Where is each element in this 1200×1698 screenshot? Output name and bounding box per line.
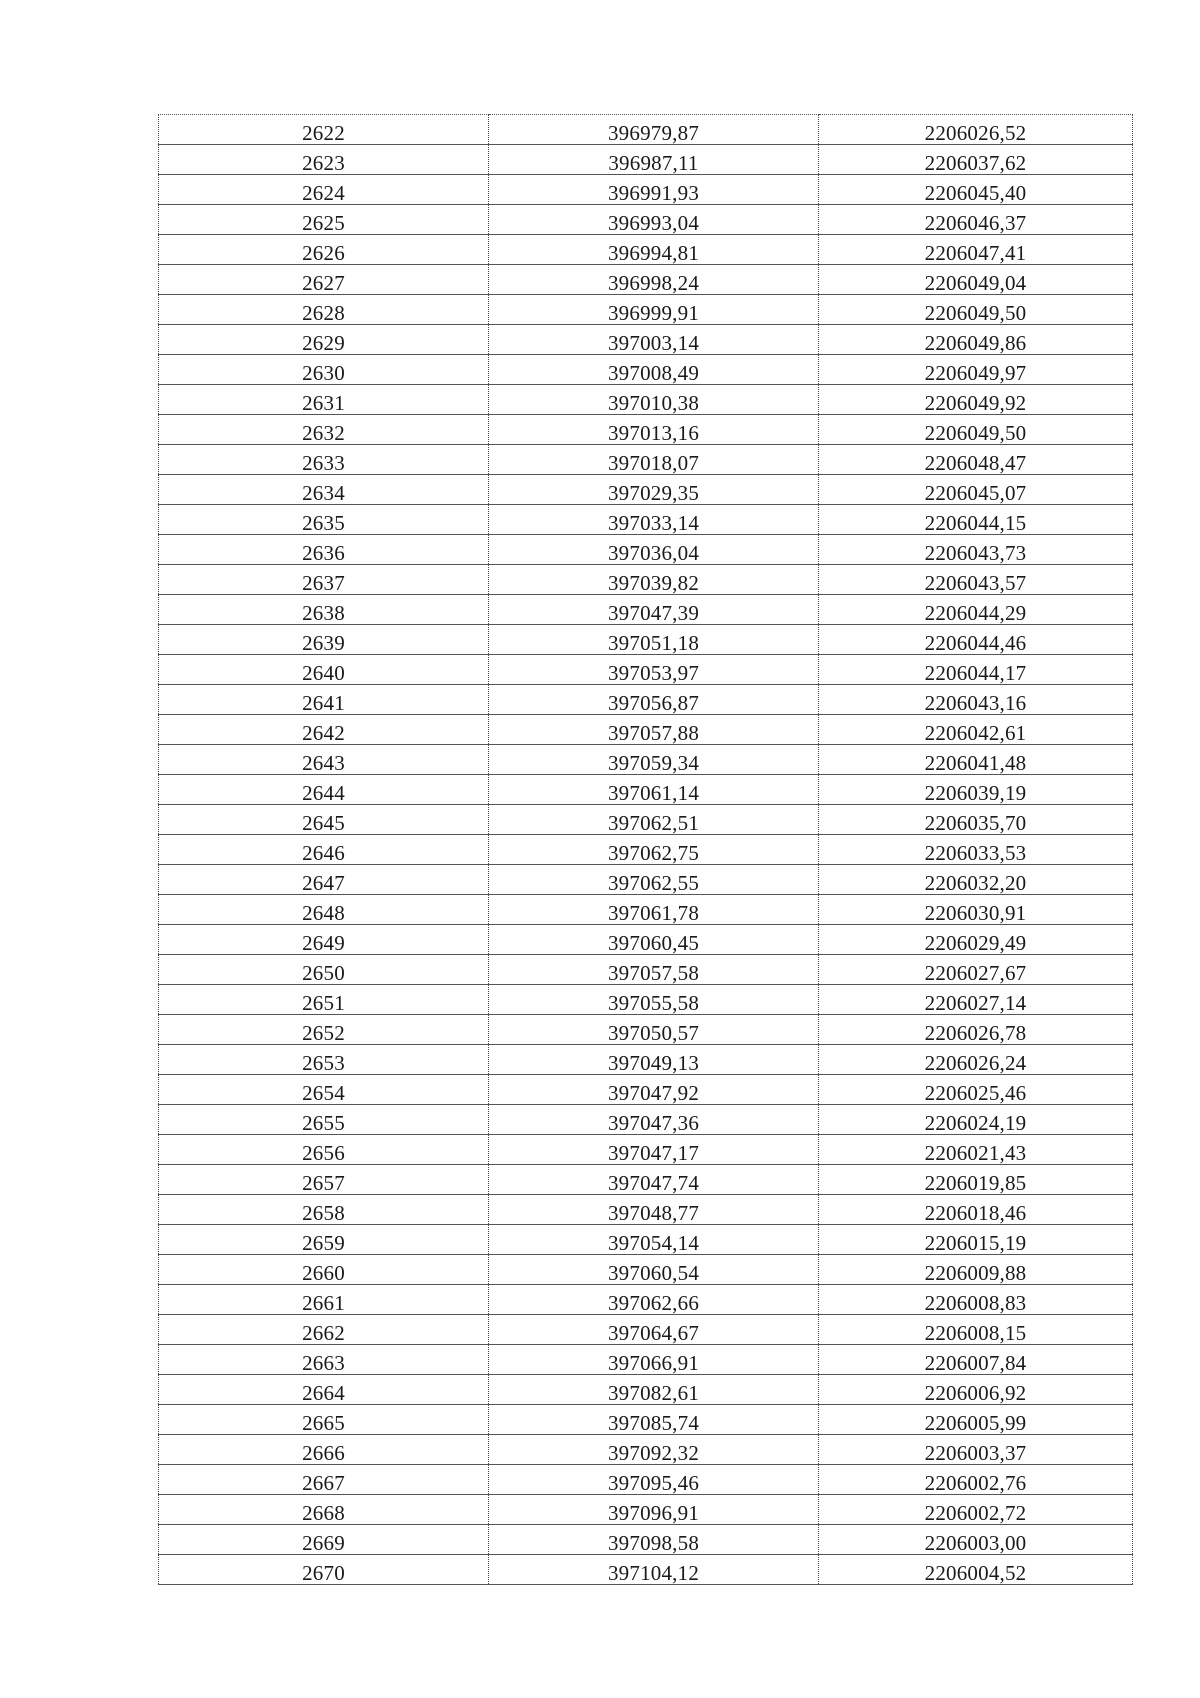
point-number-cell: 2641 <box>159 685 489 715</box>
y-coordinate-cell: 2206027,67 <box>819 955 1133 985</box>
table-row <box>159 685 1133 715</box>
y-coordinate-cell: 2206002,72 <box>819 1495 1133 1525</box>
x-coordinate-cell: 397010,38 <box>489 385 819 415</box>
point-number-cell: 2626 <box>159 235 489 265</box>
y-coordinate-cell: 2206048,47 <box>819 445 1133 475</box>
table-row <box>159 1345 1133 1375</box>
point-number-cell: 2669 <box>159 1525 489 1555</box>
table-row <box>159 325 1133 355</box>
x-coordinate-cell: 396987,11 <box>489 145 819 175</box>
x-coordinate-cell: 397064,67 <box>489 1315 819 1345</box>
table-row <box>159 715 1133 745</box>
table-row <box>159 775 1133 805</box>
y-coordinate-cell: 2206025,46 <box>819 1075 1133 1105</box>
y-coordinate-cell: 2206045,07 <box>819 475 1133 505</box>
y-coordinate-cell: 2206006,92 <box>819 1375 1133 1405</box>
x-coordinate-cell: 397061,78 <box>489 895 819 925</box>
x-coordinate-cell: 397054,14 <box>489 1225 819 1255</box>
point-number-cell: 2644 <box>159 775 489 805</box>
table-row <box>159 415 1133 445</box>
point-number-cell: 2629 <box>159 325 489 355</box>
x-coordinate-cell: 397008,49 <box>489 355 819 385</box>
y-coordinate-cell: 2206044,15 <box>819 505 1133 535</box>
x-coordinate-cell: 397098,58 <box>489 1525 819 1555</box>
x-coordinate-cell: 397018,07 <box>489 445 819 475</box>
table-row <box>159 1285 1133 1315</box>
table-row <box>159 1375 1133 1405</box>
table-row <box>159 1015 1133 1045</box>
point-number-cell: 2637 <box>159 565 489 595</box>
x-coordinate-cell: 397095,46 <box>489 1465 819 1495</box>
point-number-cell: 2636 <box>159 535 489 565</box>
table-row <box>159 985 1133 1015</box>
x-coordinate-cell: 397003,14 <box>489 325 819 355</box>
y-coordinate-cell: 2206027,14 <box>819 985 1133 1015</box>
y-coordinate-cell: 2206002,76 <box>819 1465 1133 1495</box>
table-row <box>159 385 1133 415</box>
y-coordinate-cell: 2206044,29 <box>819 595 1133 625</box>
point-number-cell: 2648 <box>159 895 489 925</box>
coordinates-table-body <box>159 115 1133 1585</box>
table-row <box>159 565 1133 595</box>
point-number-cell: 2642 <box>159 715 489 745</box>
table-row <box>159 745 1133 775</box>
table-row <box>159 1105 1133 1135</box>
point-number-cell: 2670 <box>159 1555 489 1585</box>
x-coordinate-cell: 397029,35 <box>489 475 819 505</box>
point-number-cell: 2623 <box>159 145 489 175</box>
point-number-cell: 2633 <box>159 445 489 475</box>
y-coordinate-cell: 2206015,19 <box>819 1225 1133 1255</box>
x-coordinate-cell: 397048,77 <box>489 1195 819 1225</box>
point-number-cell: 2651 <box>159 985 489 1015</box>
y-coordinate-cell: 2206049,50 <box>819 295 1133 325</box>
point-number-cell: 2652 <box>159 1015 489 1045</box>
point-number-cell: 2634 <box>159 475 489 505</box>
x-coordinate-cell: 397050,57 <box>489 1015 819 1045</box>
y-coordinate-cell: 2206030,91 <box>819 895 1133 925</box>
y-coordinate-cell: 2206024,19 <box>819 1105 1133 1135</box>
y-coordinate-cell: 2206021,43 <box>819 1135 1133 1165</box>
table-row <box>159 805 1133 835</box>
point-number-cell: 2630 <box>159 355 489 385</box>
point-number-cell: 2639 <box>159 625 489 655</box>
table-row <box>159 1195 1133 1225</box>
point-number-cell: 2624 <box>159 175 489 205</box>
x-coordinate-cell: 397062,75 <box>489 835 819 865</box>
y-coordinate-cell: 2206033,53 <box>819 835 1133 865</box>
y-coordinate-cell: 2206044,17 <box>819 655 1133 685</box>
point-number-cell: 2661 <box>159 1285 489 1315</box>
x-coordinate-cell: 397062,55 <box>489 865 819 895</box>
point-number-cell: 2666 <box>159 1435 489 1465</box>
x-coordinate-cell: 397013,16 <box>489 415 819 445</box>
y-coordinate-cell: 2206049,92 <box>819 385 1133 415</box>
x-coordinate-cell: 397047,74 <box>489 1165 819 1195</box>
x-coordinate-cell: 397061,14 <box>489 775 819 805</box>
table-row <box>159 235 1133 265</box>
x-coordinate-cell: 397053,97 <box>489 655 819 685</box>
x-coordinate-cell: 397066,91 <box>489 1345 819 1375</box>
x-coordinate-cell: 397051,18 <box>489 625 819 655</box>
point-number-cell: 2650 <box>159 955 489 985</box>
x-coordinate-cell: 397049,13 <box>489 1045 819 1075</box>
table-row <box>159 115 1133 145</box>
x-coordinate-cell: 397060,54 <box>489 1255 819 1285</box>
x-coordinate-cell: 397096,91 <box>489 1495 819 1525</box>
y-coordinate-cell: 2206018,46 <box>819 1195 1133 1225</box>
x-coordinate-cell: 397056,87 <box>489 685 819 715</box>
table-row <box>159 535 1133 565</box>
x-coordinate-cell: 397036,04 <box>489 535 819 565</box>
x-coordinate-cell: 396999,91 <box>489 295 819 325</box>
point-number-cell: 2646 <box>159 835 489 865</box>
x-coordinate-cell: 396998,24 <box>489 265 819 295</box>
y-coordinate-cell: 2206047,41 <box>819 235 1133 265</box>
y-coordinate-cell: 2206037,62 <box>819 145 1133 175</box>
y-coordinate-cell: 2206005,99 <box>819 1405 1133 1435</box>
y-coordinate-cell: 2206045,40 <box>819 175 1133 205</box>
y-coordinate-cell: 2206039,19 <box>819 775 1133 805</box>
point-number-cell: 2665 <box>159 1405 489 1435</box>
y-coordinate-cell: 2206004,52 <box>819 1555 1133 1585</box>
table-row <box>159 1165 1133 1195</box>
x-coordinate-cell: 397085,74 <box>489 1405 819 1435</box>
point-number-cell: 2647 <box>159 865 489 895</box>
point-number-cell: 2659 <box>159 1225 489 1255</box>
point-number-cell: 2640 <box>159 655 489 685</box>
table-row <box>159 265 1133 295</box>
y-coordinate-cell: 2206035,70 <box>819 805 1133 835</box>
x-coordinate-cell: 397047,39 <box>489 595 819 625</box>
x-coordinate-cell: 397047,36 <box>489 1105 819 1135</box>
y-coordinate-cell: 2206003,00 <box>819 1525 1133 1555</box>
x-coordinate-cell: 397082,61 <box>489 1375 819 1405</box>
x-coordinate-cell: 397047,92 <box>489 1075 819 1105</box>
y-coordinate-cell: 2206049,04 <box>819 265 1133 295</box>
y-coordinate-cell: 2206043,16 <box>819 685 1133 715</box>
point-number-cell: 2649 <box>159 925 489 955</box>
y-coordinate-cell: 2206041,48 <box>819 745 1133 775</box>
table-row <box>159 145 1133 175</box>
table-row <box>159 895 1133 925</box>
table-row <box>159 1045 1133 1075</box>
x-coordinate-cell: 397060,45 <box>489 925 819 955</box>
x-coordinate-cell: 397033,14 <box>489 505 819 535</box>
y-coordinate-cell: 2206043,57 <box>819 565 1133 595</box>
table-row <box>159 295 1133 325</box>
coordinates-table <box>158 114 1133 1585</box>
point-number-cell: 2622 <box>159 115 489 145</box>
table-row <box>159 1435 1133 1465</box>
table-row <box>159 955 1133 985</box>
point-number-cell: 2658 <box>159 1195 489 1225</box>
y-coordinate-cell: 2206008,15 <box>819 1315 1133 1345</box>
table-row <box>159 625 1133 655</box>
y-coordinate-cell: 2206003,37 <box>819 1435 1133 1465</box>
x-coordinate-cell: 397062,66 <box>489 1285 819 1315</box>
y-coordinate-cell: 2206007,84 <box>819 1345 1133 1375</box>
x-coordinate-cell: 397039,82 <box>489 565 819 595</box>
table-row <box>159 925 1133 955</box>
x-coordinate-cell: 396991,93 <box>489 175 819 205</box>
y-coordinate-cell: 2206032,20 <box>819 865 1133 895</box>
point-number-cell: 2657 <box>159 1165 489 1195</box>
point-number-cell: 2632 <box>159 415 489 445</box>
y-coordinate-cell: 2206009,88 <box>819 1255 1133 1285</box>
point-number-cell: 2631 <box>159 385 489 415</box>
table-row <box>159 865 1133 895</box>
table-row <box>159 205 1133 235</box>
table-row <box>159 355 1133 385</box>
x-coordinate-cell: 396979,87 <box>489 115 819 145</box>
y-coordinate-cell: 2206049,86 <box>819 325 1133 355</box>
point-number-cell: 2660 <box>159 1255 489 1285</box>
point-number-cell: 2667 <box>159 1465 489 1495</box>
point-number-cell: 2662 <box>159 1315 489 1345</box>
point-number-cell: 2668 <box>159 1495 489 1525</box>
point-number-cell: 2643 <box>159 745 489 775</box>
point-number-cell: 2653 <box>159 1045 489 1075</box>
y-coordinate-cell: 2206026,78 <box>819 1015 1133 1045</box>
table-row <box>159 595 1133 625</box>
point-number-cell: 2654 <box>159 1075 489 1105</box>
y-coordinate-cell: 2206008,83 <box>819 1285 1133 1315</box>
table-row <box>159 505 1133 535</box>
x-coordinate-cell: 397057,58 <box>489 955 819 985</box>
y-coordinate-cell: 2206049,50 <box>819 415 1133 445</box>
x-coordinate-cell: 397057,88 <box>489 715 819 745</box>
point-number-cell: 2663 <box>159 1345 489 1375</box>
y-coordinate-cell: 2206029,49 <box>819 925 1133 955</box>
y-coordinate-cell: 2206042,61 <box>819 715 1133 745</box>
point-number-cell: 2628 <box>159 295 489 325</box>
table-row <box>159 175 1133 205</box>
point-number-cell: 2638 <box>159 595 489 625</box>
y-coordinate-cell: 2206049,97 <box>819 355 1133 385</box>
y-coordinate-cell: 2206026,52 <box>819 115 1133 145</box>
table-row <box>159 445 1133 475</box>
point-number-cell: 2656 <box>159 1135 489 1165</box>
table-row <box>159 1075 1133 1105</box>
table-row <box>159 1525 1133 1555</box>
x-coordinate-cell: 397092,32 <box>489 1435 819 1465</box>
point-number-cell: 2635 <box>159 505 489 535</box>
table-row <box>159 835 1133 865</box>
x-coordinate-cell: 397055,58 <box>489 985 819 1015</box>
table-row <box>159 1495 1133 1525</box>
x-coordinate-cell: 396993,04 <box>489 205 819 235</box>
point-number-cell: 2645 <box>159 805 489 835</box>
y-coordinate-cell: 2206019,85 <box>819 1165 1133 1195</box>
y-coordinate-cell: 2206043,73 <box>819 535 1133 565</box>
y-coordinate-cell: 2206044,46 <box>819 625 1133 655</box>
table-row <box>159 1255 1133 1285</box>
point-number-cell: 2664 <box>159 1375 489 1405</box>
x-coordinate-cell: 397104,12 <box>489 1555 819 1585</box>
table-row <box>159 475 1133 505</box>
table-row <box>159 1465 1133 1495</box>
point-number-cell: 2627 <box>159 265 489 295</box>
x-coordinate-cell: 397062,51 <box>489 805 819 835</box>
table-row <box>159 1405 1133 1435</box>
x-coordinate-cell: 397059,34 <box>489 745 819 775</box>
y-coordinate-cell: 2206026,24 <box>819 1045 1133 1075</box>
table-row <box>159 1315 1133 1345</box>
point-number-cell: 2655 <box>159 1105 489 1135</box>
table-row <box>159 1225 1133 1255</box>
x-coordinate-cell: 397047,17 <box>489 1135 819 1165</box>
x-coordinate-cell: 396994,81 <box>489 235 819 265</box>
point-number-cell: 2625 <box>159 205 489 235</box>
table-row <box>159 1135 1133 1165</box>
table-row <box>159 655 1133 685</box>
y-coordinate-cell: 2206046,37 <box>819 205 1133 235</box>
table-row <box>159 1555 1133 1585</box>
